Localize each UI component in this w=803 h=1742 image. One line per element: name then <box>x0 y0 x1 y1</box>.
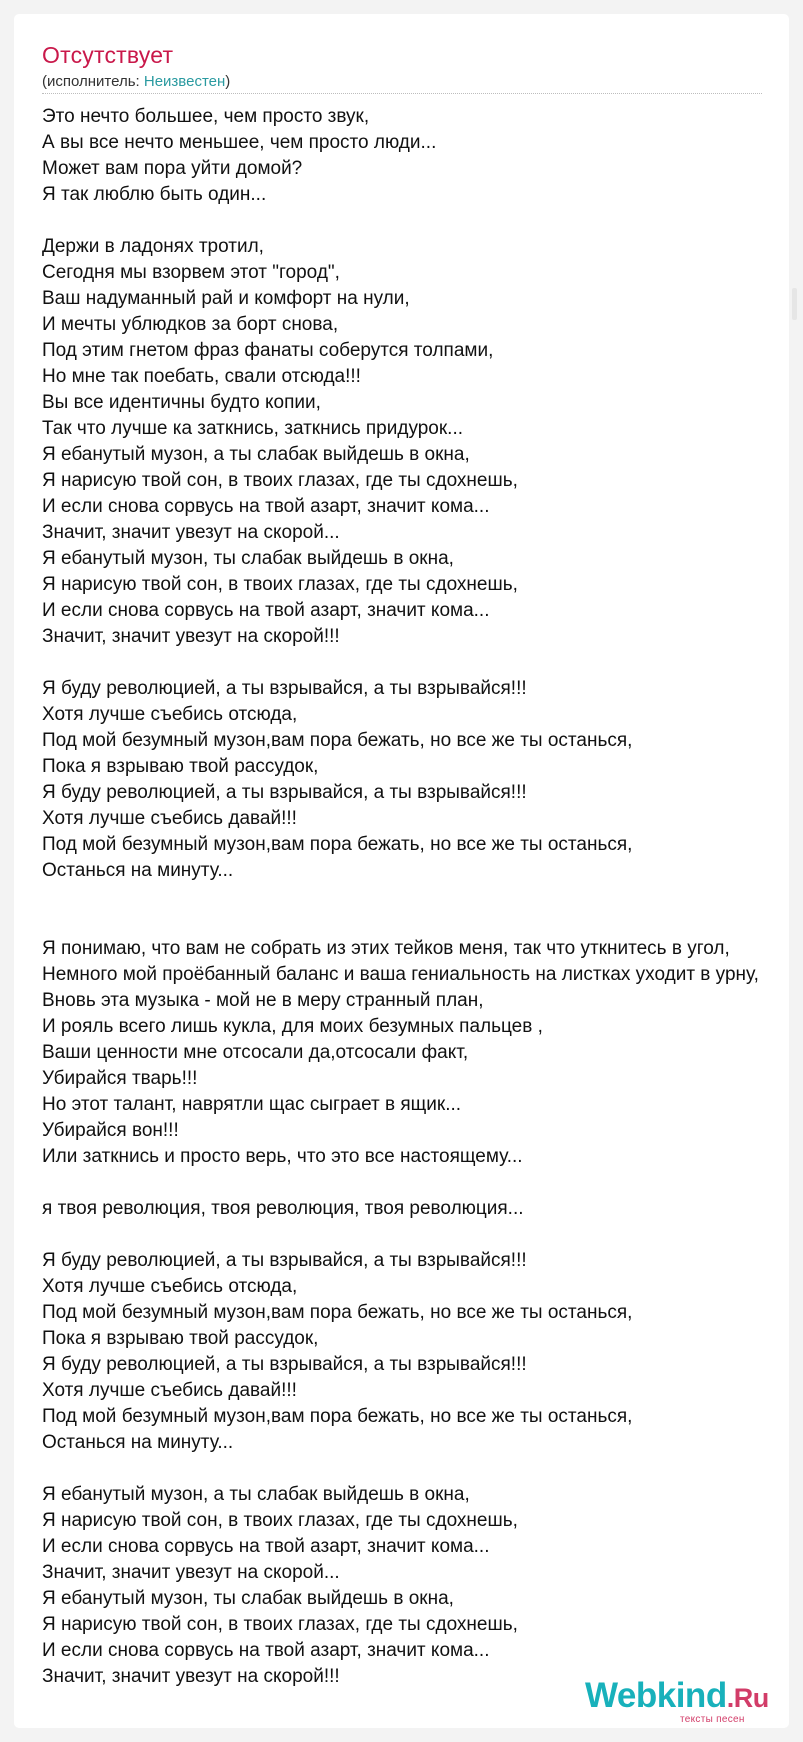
lyric-line: Убирайся тварь!!! <box>42 1068 198 1089</box>
lyric-line: Я буду революцией, а ты взрывайся, а ты взрывайся!!! <box>42 1250 527 1271</box>
lyric-line: Может вам пора уйти домой? <box>42 158 303 179</box>
artist-suffix: ) <box>225 73 231 90</box>
site-logo[interactable] <box>585 1676 785 1724</box>
lyric-line: И рояль всего лишь кукла, для моих безумных пальцев , <box>42 1016 543 1037</box>
logo-suffix-text: .Ru <box>726 1683 769 1713</box>
lyric-line: Значит, значит увезут на скорой... <box>42 1562 340 1583</box>
lyric-line: Значит, значит увезут на скорой!!! <box>42 626 340 647</box>
lyric-line <box>42 1170 803 1196</box>
lyric-line: Ваши ценности мне отсосали да,отсосали факт, <box>42 1042 469 1063</box>
artist-link[interactable]: Неизвестен <box>143 73 226 90</box>
lyric-line <box>42 650 803 676</box>
lyric-line: Так что лучше ка заткнись, заткнись придурок... <box>42 418 464 439</box>
lyric-line: Я ебанутый музон, а ты слабак выйдешь в окна, <box>42 1484 470 1505</box>
lyric-line: Под мой безумный музон,вам пора бежать, но все же ты останься, <box>42 834 633 855</box>
lyric-line: я твоя революция, твоя революция, твоя революция... <box>42 1198 524 1219</box>
lyric-line: Немного мой проёбанный баланс и ваша гениальность на листках уходит в урну, <box>42 964 759 985</box>
logo-wordmark <box>585 1676 769 1716</box>
lyric-line: Вновь эта музыка - мой не в меру странный план, <box>42 990 484 1011</box>
lyric-line: Хотя лучше съебись давай!!! <box>42 808 297 829</box>
lyric-line: Я буду революцией, а ты взрывайся, а ты взрывайся!!! <box>42 678 527 699</box>
lyric-line <box>42 884 803 910</box>
lyric-line: И если снова сорвусь на твой азарт, значит кома... <box>42 1536 490 1557</box>
lyric-line: Значит, значит увезут на скорой... <box>42 522 340 543</box>
lyric-line: Убирайся вон!!! <box>42 1120 179 1141</box>
lyric-line: И если снова сорвусь на твой азарт, значит кома... <box>42 496 490 517</box>
lyric-line: Под мой безумный музон,вам пора бежать, но все же ты останься, <box>42 1302 633 1323</box>
lyric-line: Но этот талант, наврятли щас сыграет в ящик... <box>42 1094 462 1115</box>
lyric-line: Хотя лучше съебись отсюда, <box>42 1276 298 1297</box>
lyric-line: Я понимаю, что вам не собрать из этих тейков меня, так что уткнитесь в угол, <box>42 938 730 959</box>
lyric-line <box>42 1222 803 1248</box>
lyric-line: Значит, значит увезут на скорой!!! <box>42 1666 340 1687</box>
lyric-line: Хотя лучше съебись давай!!! <box>42 1380 297 1401</box>
lyric-line: А вы все нечто меньшее, чем просто люди... <box>42 132 437 153</box>
lyric-line: И если снова сорвусь на твой азарт, значит кома... <box>42 600 490 621</box>
lyric-line <box>42 910 803 936</box>
lyric-line: Я ебанутый музон, ты слабак выйдешь в окна, <box>42 548 454 569</box>
lyric-line: Я нарисую твой сон, в твоих глазах, где ты сдохнешь, <box>42 574 518 595</box>
lyric-line: Останься на минуту... <box>42 860 234 881</box>
lyric-line: Я ебанутый музон, а ты слабак выйдешь в окна, <box>42 444 470 465</box>
lyric-line: Под этим гнетом фраз фанаты соберутся толпами, <box>42 340 494 361</box>
lyric-line: Пока я взрываю твой рассудок, <box>42 1328 319 1349</box>
lyric-line: Я нарисую твой сон, в твоих глазах, где ты сдохнешь, <box>42 1614 518 1635</box>
lyric-line: Под мой безумный музон,вам пора бежать, но все же ты останься, <box>42 730 633 751</box>
lyric-line: Сегодня мы взорвем этот "город", <box>42 262 340 283</box>
lyric-line: И если снова сорвусь на твой азарт, значит кома... <box>42 1640 490 1661</box>
logo-main-text: Webkind <box>585 1676 727 1715</box>
lyric-line: Держи в ладонях тротил, <box>42 236 264 257</box>
song-title: Отсутствует <box>42 42 174 68</box>
scroll-indicator <box>792 288 797 320</box>
lyric-line: Я ебанутый музон, ты слабак выйдешь в окна, <box>42 1588 454 1609</box>
lyric-line: Хотя лучше съебись отсюда, <box>42 704 298 725</box>
lyric-line: Вы все идентичны будто копии, <box>42 392 321 413</box>
lyric-line: Я буду революцией, а ты взрывайся, а ты взрывайся!!! <box>42 1354 527 1375</box>
lyrics-text <box>42 104 803 1690</box>
lyric-line: Я так люблю быть один... <box>42 184 267 205</box>
lyric-line <box>42 208 803 234</box>
lyric-line: Я буду революцией, а ты взрывайся, а ты взрывайся!!! <box>42 782 527 803</box>
lyric-line: Это нечто большее, чем просто звук, <box>42 106 370 127</box>
logo-tagline: тексты песен <box>680 1714 745 1725</box>
lyric-line: Ваш надуманный рай и комфорт на нули, <box>42 288 410 309</box>
lyric-line: Останься на минуту... <box>42 1432 234 1453</box>
lyric-line <box>42 1456 803 1482</box>
lyric-line: Под мой безумный музон,вам пора бежать, но все же ты останься, <box>42 1406 633 1427</box>
lyric-line: Я нарисую твой сон, в твоих глазах, где ты сдохнешь, <box>42 1510 518 1531</box>
title-divider <box>42 93 762 94</box>
lyric-line: И мечты ублюдков за борт снова, <box>42 314 339 335</box>
lyric-line: Или заткнись и просто верь, что это все настоящему... <box>42 1146 523 1167</box>
lyric-line: Но мне так поебать, свали отсюда!!! <box>42 366 361 387</box>
lyric-line: Пока я взрываю твой рассудок, <box>42 756 319 777</box>
lyric-line: Я нарисую твой сон, в твоих глазах, где ты сдохнешь, <box>42 470 518 491</box>
artist-prefix: (исполнитель: <box>42 73 144 90</box>
artist-line <box>42 73 230 90</box>
